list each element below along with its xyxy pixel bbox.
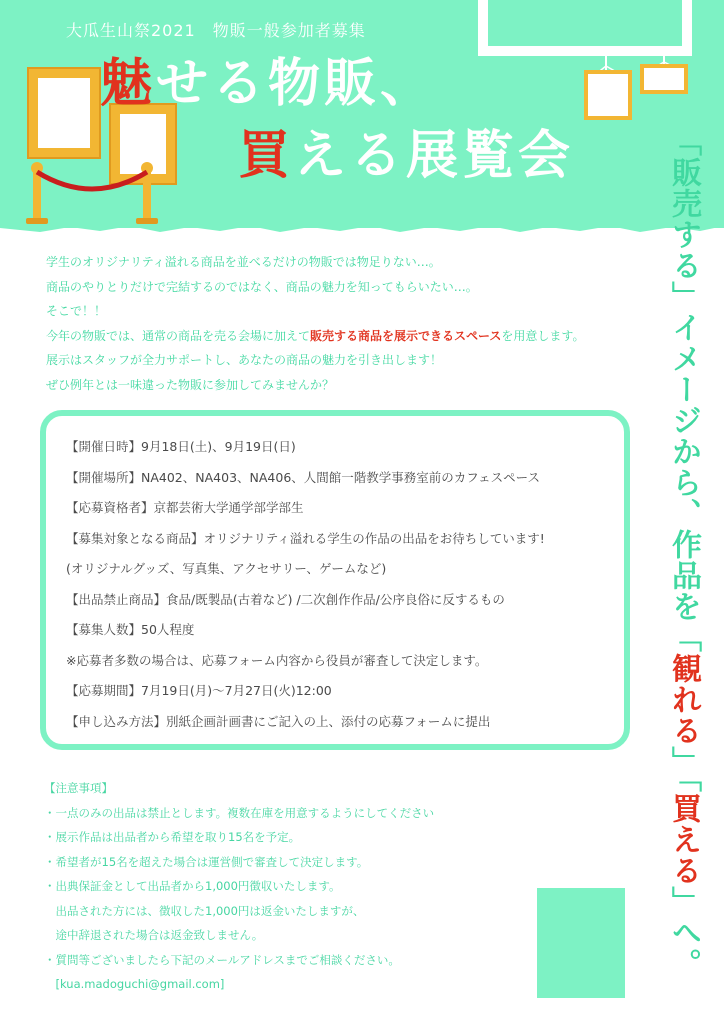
intro-highlight: 販売する商品を展示できるスペース — [310, 328, 502, 343]
notes-heading: 【注意事項】 — [44, 781, 113, 795]
intro-line: そこで！！ — [46, 304, 107, 318]
notes-section — [44, 776, 434, 997]
headline-accent-char: 魅 — [100, 54, 157, 114]
vertical-slogan — [666, 126, 701, 979]
detail-line: 【募集対象となる商品】オリジナリティ溢れる学生の作品の出品をお待ちしています! — [66, 530, 545, 546]
intro-line — [46, 324, 686, 349]
detail-line: 【応募期間】7月19日(月)～7月27日(火)12:00 — [66, 683, 332, 698]
event-label: 大瓜生山祭2021 物販一般参加者募集 — [66, 21, 366, 40]
headline-line-1 — [100, 54, 437, 114]
headline-accent-char: 買 — [238, 126, 295, 186]
slogan-text: 」へ。 — [666, 886, 701, 979]
slogan-text: 「販売する」イメージから、作品を「 — [666, 126, 701, 653]
slogan-text: 」「 — [666, 746, 701, 793]
note-line: ・出典保証金として出品者から1,000円徴収いたします。 — [44, 879, 341, 893]
note-line: ・一点のみの出品は禁止とします。複数在庫を用意するようにしてください — [44, 805, 435, 820]
note-line: ・希望者が15名を超えた場合は運営側で審査して決定します。 — [44, 854, 369, 869]
note-line: ・展示作品は出品者から希望を取り15名を予定。 — [44, 830, 301, 844]
headline-line-2 — [238, 126, 575, 186]
note-line: 途中辞退された場合は返金致しません。 — [44, 928, 264, 942]
detail-line: 【応募資格者】京都芸術大学通学部学部生 — [66, 500, 304, 515]
intro-line: ぜひ例年とは一味違った物販に参加してみませんか？ — [46, 377, 335, 392]
note-line: ・質問等ございましたら下記のメールアドレスまでご相談ください。 — [44, 952, 400, 967]
details-list — [66, 432, 626, 737]
detail-line: ※応募者多数の場合は、応募フォーム内容から役員が審査して決定します。 — [66, 652, 488, 668]
decorative-square — [537, 888, 625, 998]
intro-text-segment: を用意します。 — [501, 328, 585, 343]
headline-text: える展覧会 — [294, 126, 575, 186]
detail-line: (オリジナルグッズ、写真集、アクセサリー、ゲームなど) — [66, 561, 387, 576]
contact-email: [kua.madoguchi@gmail.com] — [44, 977, 225, 991]
detail-line: 【開催場所】NA402、NA403、NA406、人間館一階教学事務室前のカフェスペース — [66, 469, 541, 485]
headline-text: せる物販、 — [156, 54, 437, 114]
slogan-accent: 買える — [666, 793, 701, 886]
slogan-accent: 観れる — [666, 653, 701, 746]
note-line: 出品された方には、徴収した1,000円は返金いたしますが、 — [44, 903, 365, 918]
intro-line: 商品のやりとりだけで完結するのではなく、商品の魅力を知ってもらいたい…。 — [46, 279, 478, 294]
detail-line: 【開催日時】9月18日(土)、9月19日(日) — [66, 439, 296, 454]
detail-line: 【申し込み方法】別紙企画計画書にご記入の上、添付の応募フォームに提出 — [66, 713, 491, 729]
intro-line: 学生のオリジナリティ溢れる商品を並べるだけの物販では物足りない…。 — [46, 255, 441, 269]
intro-line: 展示はスタッフが全力サポートし、あなたの商品の魅力を引き出します！ — [46, 353, 443, 367]
detail-line: 【出品禁止商品】食品/既製品(古着など) /二次創作作品/公序良俗に反するもの — [66, 591, 505, 607]
intro-text — [46, 250, 686, 397]
intro-text-segment: 今年の物販では、通常の商品を売る会場に加えて — [46, 328, 311, 343]
hanging-frames-illustration — [478, 0, 724, 125]
detail-line: 【募集人数】50人程度 — [66, 622, 195, 637]
